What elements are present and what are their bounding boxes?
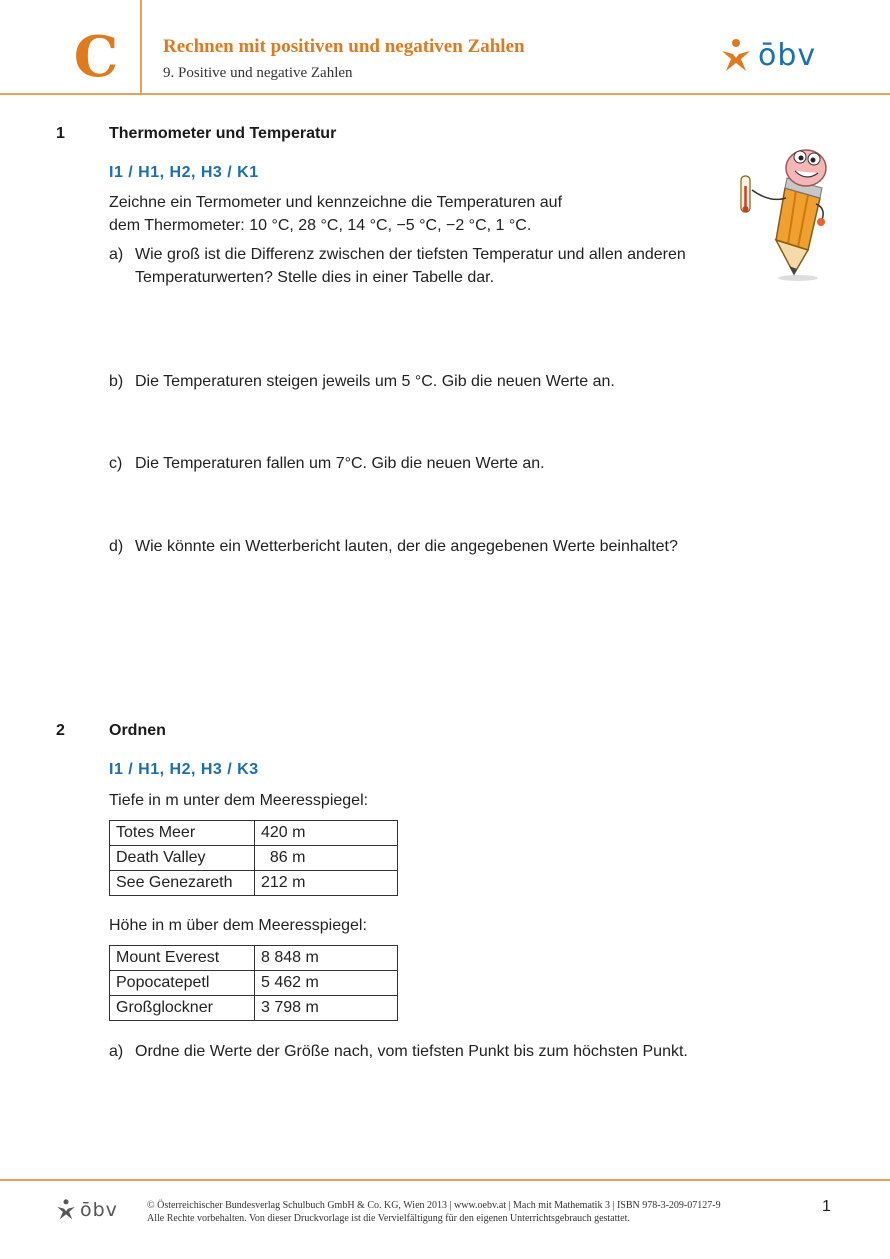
page-subtitle: 9. Positive und negative Zahlen bbox=[163, 65, 353, 81]
depth-value: 86 m bbox=[255, 846, 398, 871]
location-name: Totes Meer bbox=[110, 821, 255, 846]
task-1-title: Thermometer und Temperatur bbox=[109, 125, 337, 142]
below-sea-level-label: Tiefe in m unter dem Meeresspiegel: bbox=[109, 792, 369, 809]
obv-star-icon bbox=[720, 39, 752, 73]
task-1-item-b bbox=[109, 370, 615, 393]
task-1-b-text: Die Temperaturen steigen jeweils um 5 °C. Gib die neuen Werte an. bbox=[135, 373, 615, 390]
location-name: Mount Everest bbox=[110, 946, 255, 971]
task-1-intro-line-2: dem Thermometer: 10 °C, 28 °C, 14 °C, −5 °C, −2 °C, 1 °C. bbox=[109, 217, 532, 234]
task-1-competence-codes: I1 / H1, H2, H3 / K1 bbox=[109, 164, 259, 181]
obv-star-icon bbox=[56, 1199, 76, 1221]
depth-value: 420 m bbox=[255, 821, 398, 846]
chapter-letter: C bbox=[73, 24, 119, 90]
publisher-logo bbox=[720, 38, 816, 73]
task-1-item-a bbox=[109, 243, 729, 289]
task-2-number: 2 bbox=[56, 722, 65, 739]
table-row bbox=[110, 971, 398, 996]
above-sea-level-table bbox=[109, 945, 398, 1021]
footer-copyright bbox=[147, 1199, 721, 1225]
footer-logo bbox=[56, 1199, 118, 1221]
task-2-a-text: Ordne die Werte der Größe nach, vom tiefsten Punkt bis zum höchsten Punkt. bbox=[135, 1043, 688, 1060]
footer-line-2: Alle Rechte vorbehalten. Von dieser Druckvorlage ist die Vervielfältigung für den eigenen Unterrichtsgebrauch gestattet. bbox=[147, 1213, 630, 1224]
table-row bbox=[110, 871, 398, 896]
footer-logo-text: ōbv bbox=[80, 1199, 118, 1221]
task-2-item-a bbox=[109, 1040, 688, 1063]
table-row bbox=[110, 821, 398, 846]
footer-line-1: © Österreichischer Bundesverlag Schulbuch GmbH & Co. KG, Wien 2013 | www.oebv.at | Mach mit Mathematik 3 | ISBN 978-3-209-07127-9 bbox=[147, 1200, 721, 1211]
logo-text: ōbv bbox=[758, 38, 817, 73]
task-1-d-text: Wie könnte ein Wetterbericht lauten, der die angegebenen Werte beinhaltet? bbox=[135, 538, 678, 555]
table-row bbox=[110, 996, 398, 1021]
task-2-title: Ordnen bbox=[109, 722, 166, 739]
page-title: Rechnen mit positiven und negativen Zahlen bbox=[163, 36, 525, 57]
location-name: See Genezareth bbox=[110, 871, 255, 896]
item-label: a) bbox=[109, 246, 124, 263]
task-1-a-line-1: Wie groß ist die Differenz zwischen der tiefsten Temperatur und allen anderen bbox=[135, 246, 686, 263]
location-name: Großglockner bbox=[110, 996, 255, 1021]
below-sea-level-table bbox=[109, 820, 398, 896]
task-1-c-text: Die Temperaturen fallen um 7°C. Gib die neuen Werte an. bbox=[135, 455, 545, 472]
footer-rule bbox=[0, 1179, 890, 1181]
table-row bbox=[110, 946, 398, 971]
task-1-intro-line-1: Zeichne ein Termometer und kennzeichne die Temperaturen auf bbox=[109, 194, 563, 211]
pencil-mascot-illustration bbox=[730, 138, 830, 283]
task-1-a-line-2: Temperaturwerten? Stelle dies in einer Tabelle dar. bbox=[135, 269, 495, 286]
height-value: 5 462 m bbox=[255, 971, 398, 996]
above-sea-level-label: Höhe in m über dem Meeresspiegel: bbox=[109, 917, 367, 934]
task-1-item-c bbox=[109, 452, 545, 475]
page-number: 1 bbox=[822, 1198, 831, 1215]
task-2-competence-codes: I1 / H1, H2, H3 / K3 bbox=[109, 761, 259, 778]
item-label: d) bbox=[109, 538, 124, 555]
table-row bbox=[110, 846, 398, 871]
item-label: b) bbox=[109, 373, 124, 390]
header-rule bbox=[0, 93, 890, 95]
task-1-item-d bbox=[109, 535, 678, 558]
height-value: 3 798 m bbox=[255, 996, 398, 1021]
item-label: a) bbox=[109, 1043, 124, 1060]
header-divider bbox=[140, 0, 142, 94]
task-1-number: 1 bbox=[56, 125, 65, 142]
task-1-intro bbox=[109, 191, 562, 237]
location-name: Death Valley bbox=[110, 846, 255, 871]
item-label: c) bbox=[109, 455, 123, 472]
height-value: 8 848 m bbox=[255, 946, 398, 971]
location-name: Popocatepetl bbox=[110, 971, 255, 996]
depth-value: 212 m bbox=[255, 871, 398, 896]
